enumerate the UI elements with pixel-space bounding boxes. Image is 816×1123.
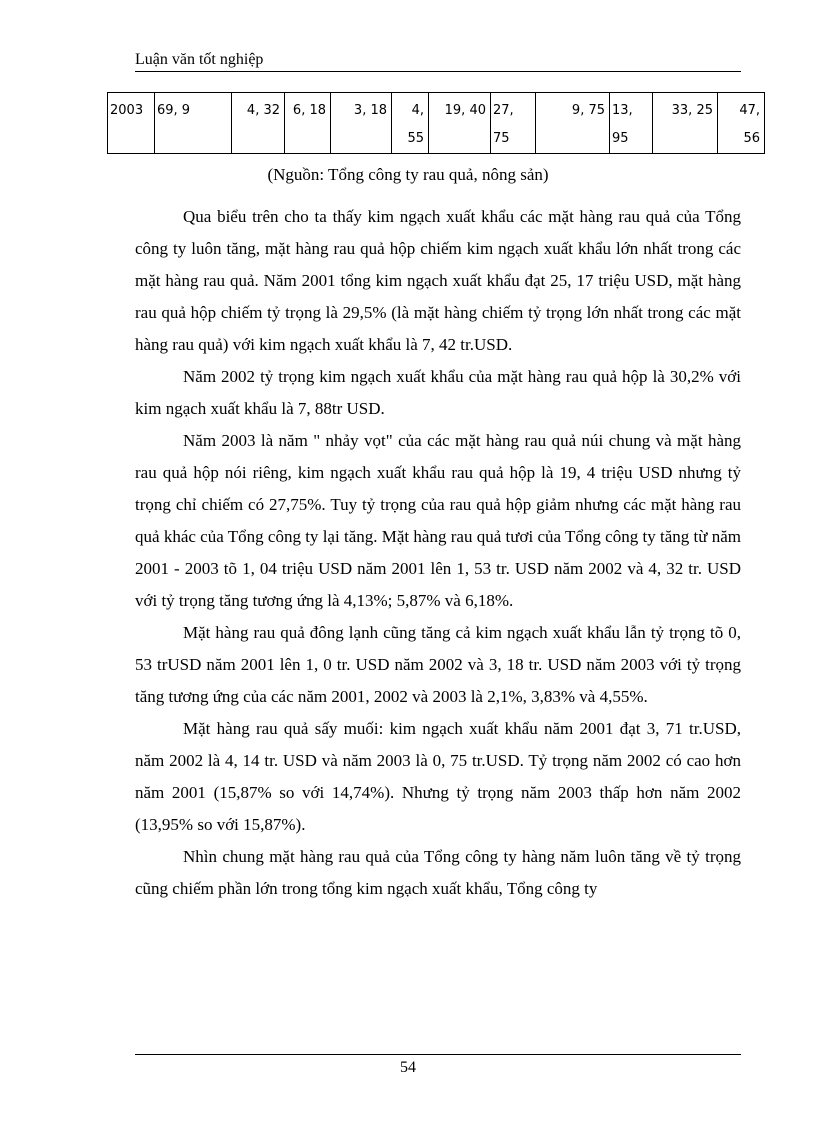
table-cell: 2003	[108, 93, 155, 154]
paragraph: Mặt hàng rau quả sấy muối: kim ngạch xuất khẩu năm 2001 đạt 3, 71 tr.USD, năm 2002 là 4, 14 tr. USD và năm 2003 là 0, 75 tr.USD. Tỷ trọng năm 2002 có cao hơn năm 2001 (15,87% so với 14,74%). Nhưng tỷ trọng năm 2003 thấp hơn năm 2002 (13,95% so với 15,87%).	[135, 719, 741, 834]
table-cell: 4, 32	[232, 93, 285, 154]
header-divider	[135, 71, 741, 72]
table-cell: 9, 75	[536, 93, 610, 154]
table-cell: 13, 95	[610, 93, 653, 154]
table-source-note: (Nguồn: Tổng công ty rau quả, nông sản)	[267, 165, 549, 184]
table-row	[108, 93, 765, 154]
table-cell: 27, 75	[491, 93, 536, 154]
page-number: 54	[400, 1059, 416, 1076]
footer-divider	[135, 1054, 741, 1055]
table-cell: 33, 25	[653, 93, 718, 154]
table-cell: 47, 56	[718, 93, 765, 154]
body-text	[135, 201, 741, 905]
export-data-table	[107, 92, 765, 154]
paragraph: Nhìn chung mặt hàng rau quả của Tổng công ty hàng năm luôn tăng về tỷ trọng cũng chiếm phần lớn trong tổng kim ngạch xuất khẩu, Tổng công ty	[135, 847, 741, 898]
paragraph: Qua biểu trên cho ta thấy kim ngạch xuất khẩu các mặt hàng rau quả của Tổng công ty luôn tăng, mặt hàng rau quả hộp chiếm kim ngạch xuất khẩu lớn nhất trong các mặt hàng rau quả. Năm 2001 tổng kim ngạch xuất khẩu đạt 25, 17 triệu USD, mặt hàng rau quả hộp chiếm tỷ trọng là 29,5% (là mặt hàng chiếm tỷ trọng lớn nhất trong các mặt hàng rau quả) với kim ngạch xuất khẩu là 7, 42 tr.USD.	[135, 207, 741, 354]
paragraph: Năm 2002 tỷ trọng kim ngạch xuất khẩu của mặt hàng rau quả hộp là 30,2% với kim ngạch xuất khẩu là 7, 88tr USD.	[135, 367, 741, 418]
table-cell: 19, 40	[429, 93, 491, 154]
paragraph: Năm 2003 là năm " nhảy vọt" của các mặt hàng rau quả núi chung và mặt hàng rau quả hộp nói riêng, kim ngạch xuất khẩu rau quả hộp là 19, 4 triệu USD nhưng tỷ trọng chỉ chiếm có 27,75%. Tuy tỷ trọng của rau quả hộp giảm nhưng các mặt hàng rau quả khác của Tổng công ty lại tăng. Mặt hàng rau quả tươi của Tổng công ty tăng từ năm 2001 - 2003 tõ 1, 04 triệu USD năm 2001 lên 1, 53 tr. USD năm 2002 và 4, 32 tr. USD với tỷ trọng tăng tương ứng là 4,13%; 5,87% và 6,18%.	[135, 431, 741, 610]
table-cell: 3, 18	[331, 93, 392, 154]
table-cell: 69, 9	[155, 93, 232, 154]
table-cell: 4, 55	[392, 93, 429, 154]
page-header: Luận văn tốt nghiệp	[135, 51, 264, 68]
table-cell: 6, 18	[285, 93, 331, 154]
paragraph: Mặt hàng rau quả đông lạnh cũng tăng cả kim ngạch xuất khẩu lẫn tỷ trọng tõ 0, 53 trUSD năm 2001 lên 1, 0 tr. USD năm 2002 và 3, 18 tr. USD năm 2003 với tỷ trọng tăng tương ứng của các năm 2001, 2002 và 2003 là 2,1%, 3,83% và 4,55%.	[135, 623, 741, 706]
